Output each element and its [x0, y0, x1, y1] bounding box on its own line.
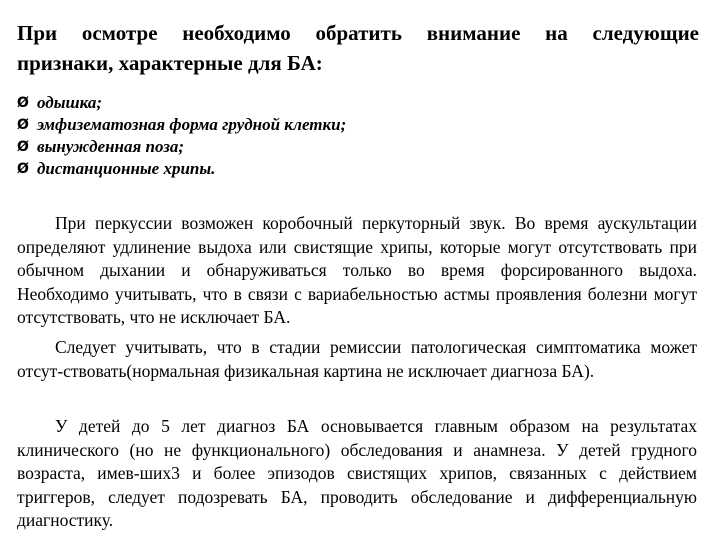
arrow-bullet-icon: Ø — [17, 161, 29, 177]
list-item-text: одышка; — [37, 93, 103, 112]
list-item-text: эмфизематозная форма грудной клетки; — [37, 115, 347, 134]
heading-line-1: При осмотре необходимо обратить внимание на следующие — [17, 21, 699, 45]
list-item — [17, 114, 699, 136]
percussion-paragraph: При перкуссии возможен коробочный перкуторный звук. Во время аускультации определяют удлинение выдоха или свистящие хрипы, которые могут отсутствовать при обычном дыхании и обнаруживаться только во время форсированного выдоха. Необходимо учитывать, что в связи с вариабельностью астмы проявления болезни могут отсутствовать, что не исключает БА. — [17, 213, 697, 327]
list-item-text: вынужденная поза; — [37, 137, 185, 156]
arrow-bullet-icon: Ø — [17, 139, 29, 155]
symptom-list — [17, 92, 699, 180]
children-diagnosis-paragraph: У детей до 5 лет диагноз БА основывается главным образом на результатах клинического (но не функционального) обследования и анамнеза. У детей грудного возраста, имев-ших3 и более эпизодов свистящих хрипов, связанных с действием триггеров, следует подозревать БА, проводить обследование и дифференциальную диагностику. — [17, 416, 697, 530]
slide-heading — [17, 18, 699, 78]
list-item — [17, 136, 699, 158]
list-item — [17, 158, 699, 180]
arrow-bullet-icon: Ø — [17, 95, 29, 111]
heading-line-2: признаки, характерные для БА: — [17, 51, 323, 75]
remission-paragraph: Следует учитывать, что в стадии ремиссии патологическая симптоматика может отсут-ствовать(нормальная физикальная картина не исключает диагноза БА). — [17, 337, 697, 381]
list-item-text: дистанционные хрипы. — [37, 159, 216, 178]
list-item — [17, 92, 699, 114]
arrow-bullet-icon: Ø — [17, 117, 29, 133]
